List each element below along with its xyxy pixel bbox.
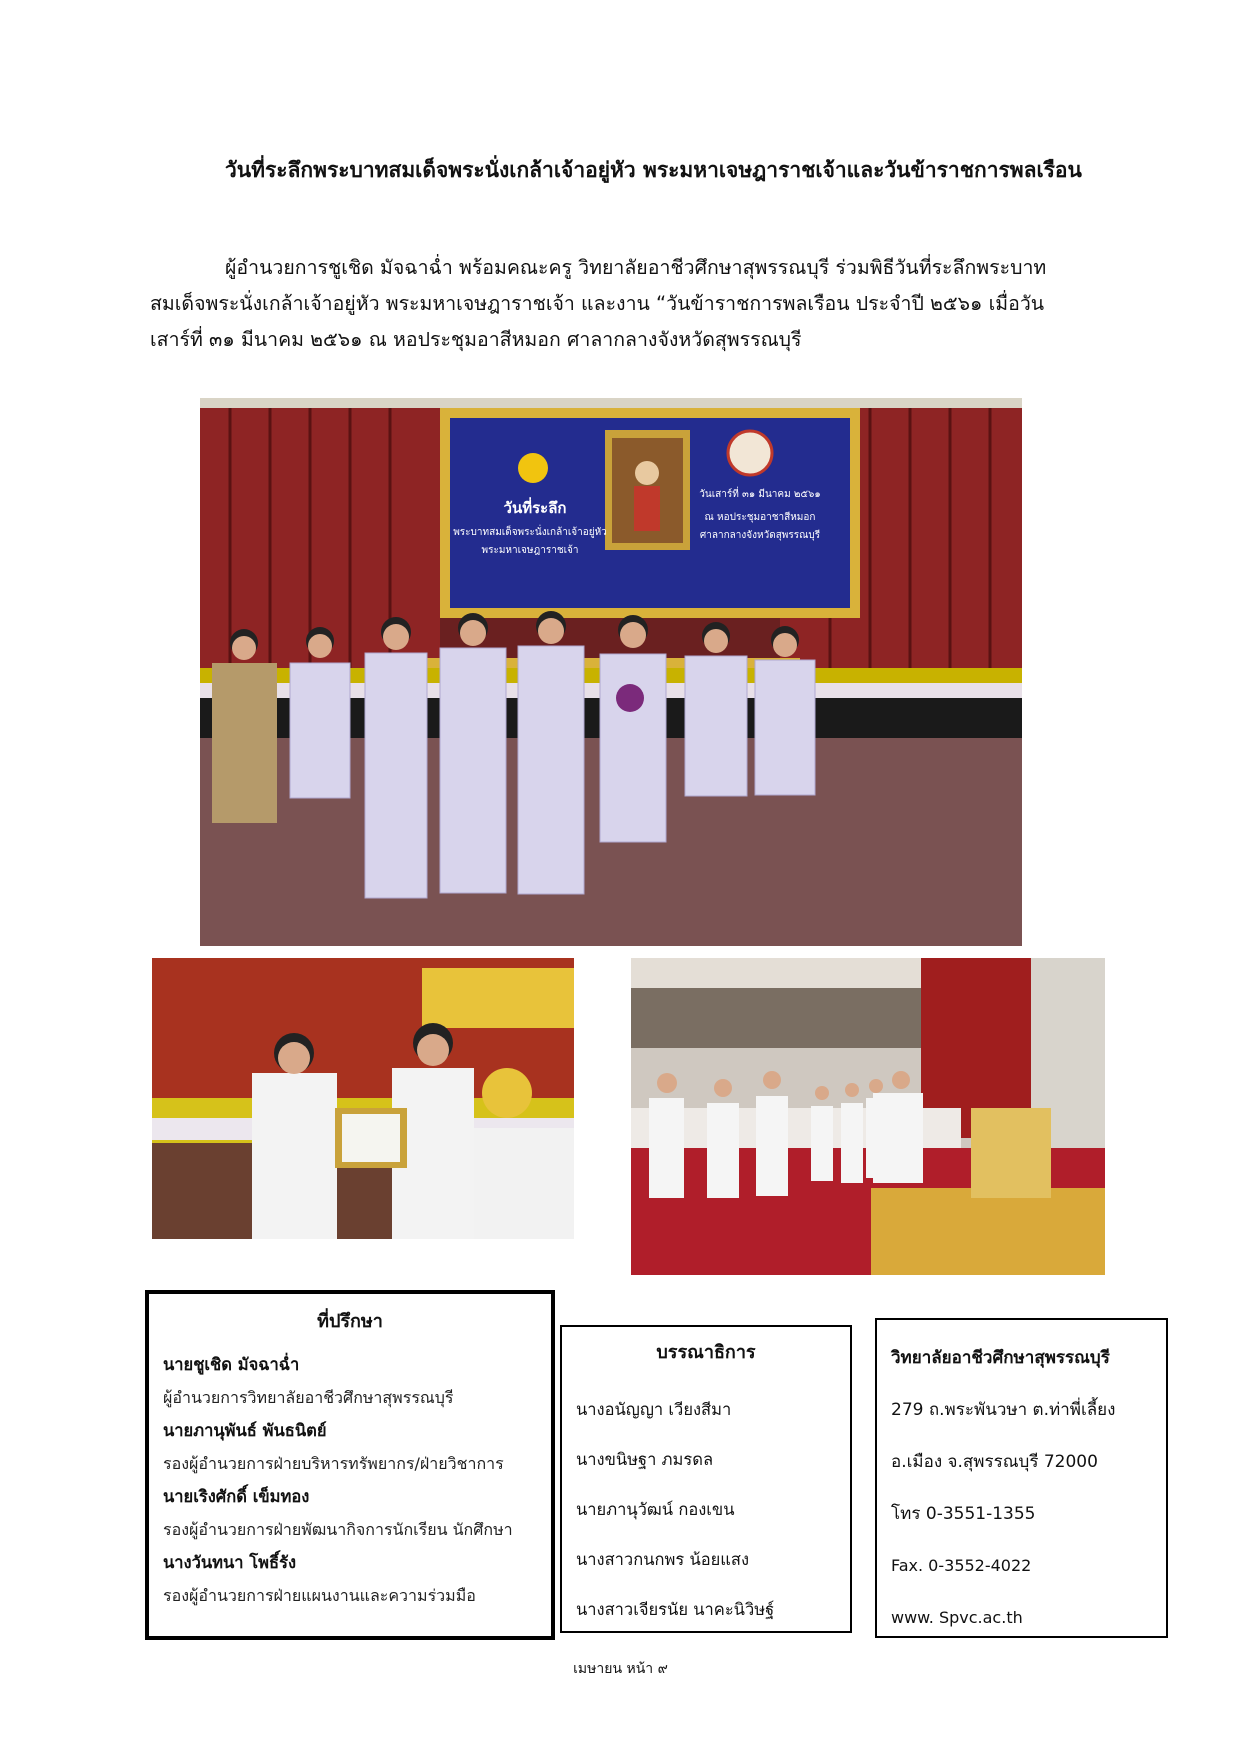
article-body: ผู้อำนวยการชูเชิด มัจฉาฉ่ำ พร้อมคณะครู วิทยาลัยอาชีวศึกษาสุพรรณบุรี ร่วมพิธีวันที่ระลึกพระบาทสมเด็จพระนั่งเกล้าเจ้าอยู่หัว พระมหาเจษฎาราชเจ้า และงาน “วันข้าราชการพลเรือน ประจำปี ๒๕๖๑ เมื่อวันเสาร์ที่ ๓๑ มีนาคม ๒๕๖๑ ณ หอประชุมอาสีหมอก ศาลากลางจังหวัดสุพรรณบุรี (150, 256, 1047, 351)
editor-name: นางอนัญญา เวียงสีมา (576, 1400, 732, 1419)
college-contact-box (875, 1318, 1168, 1638)
advisor-name: นายภานุพันธ์ พันธนิตย์ (163, 1421, 327, 1440)
advisor-role: รองผู้อำนวยการฝ่ายแผนงานและความร่วมมือ (163, 1586, 476, 1605)
advisor-name: นางวันทนา โพธิ์รัง (163, 1553, 297, 1572)
editors-box (560, 1325, 852, 1633)
advisor-name: นายชูเชิด มัจฉาฉ่ำ (163, 1355, 300, 1374)
advisors-box (145, 1290, 555, 1640)
college-address-2: อ.เมือง จ.สุพรรณบุรี 72000 (891, 1452, 1098, 1472)
college-website[interactable]: www. Spvc.ac.th (891, 1608, 1023, 1627)
article-title: วันที่ระลึกพระบาทสมเด็จพระนั่งเกล้าเจ้าอยู่หัว พระมหาเจษฎาราชเจ้าและวันข้าราชการพลเรือน (225, 158, 1082, 182)
advisor-role: รองผู้อำนวยการฝ่ายบริหารทรัพยากร/ฝ่ายวิชาการ (163, 1454, 504, 1473)
banner-date: วันเสาร์ที่ ๓๑ มีนาคม ๒๕๖๑ (699, 489, 821, 500)
editor-name: นางสาวกนกพร น้อยแสง (576, 1550, 750, 1569)
editors-heading: บรรณาธิการ (656, 1342, 756, 1363)
page-footer: เมษายน หน้า ๙ (573, 1661, 668, 1677)
editor-name: นางขนิษฐา ภมรดล (576, 1450, 714, 1469)
certificate-photo (152, 958, 574, 1239)
banner-line-1: พระบาทสมเด็จพระนั่งเกล้าเจ้าอยู่หัว (453, 527, 607, 538)
group-photo (200, 398, 1022, 946)
banner-venue-1: ณ หอประชุมอาชาสีหมอก (704, 512, 816, 523)
college-address-1: 279 ถ.พระพันวษา ต.ท่าพี่เลี้ยง (891, 1400, 1116, 1420)
editors-list (576, 1385, 836, 1635)
editor-name: นางสาวเจียรนัย นาคะนิวิษฐ์ (576, 1600, 775, 1619)
college-phone: โทร 0-3551-1355 (891, 1504, 1036, 1524)
advisor-name: นายเริงศักดิ์ เข็มทอง (163, 1487, 310, 1506)
banner-heading: วันที่ระลึก (503, 499, 567, 517)
banner-venue-2: ศาลากลางจังหวัดสุพรรณบุรี (699, 530, 821, 541)
advisor-role: ผู้อำนวยการวิทยาลัยอาชีวศึกษาสุพรรณบุรี (163, 1388, 454, 1407)
ceremony-hall-photo (631, 958, 1105, 1275)
advisors-heading: ที่ปรึกษา (317, 1311, 383, 1332)
advisors-list (163, 1348, 537, 1612)
college-name: วิทยาลัยอาชีวศึกษาสุพรรณบุรี (891, 1348, 1110, 1368)
advisor-role: รองผู้อำนวยการฝ่ายพัฒนากิจการนักเรียน นักศึกษา (163, 1520, 513, 1539)
editor-name: นายภานุวัฒน์ กองเขน (576, 1500, 735, 1519)
college-fax: Fax. 0-3552-4022 (891, 1556, 1032, 1575)
banner-line-2: พระมหาเจษฎาราชเจ้า (481, 545, 579, 556)
